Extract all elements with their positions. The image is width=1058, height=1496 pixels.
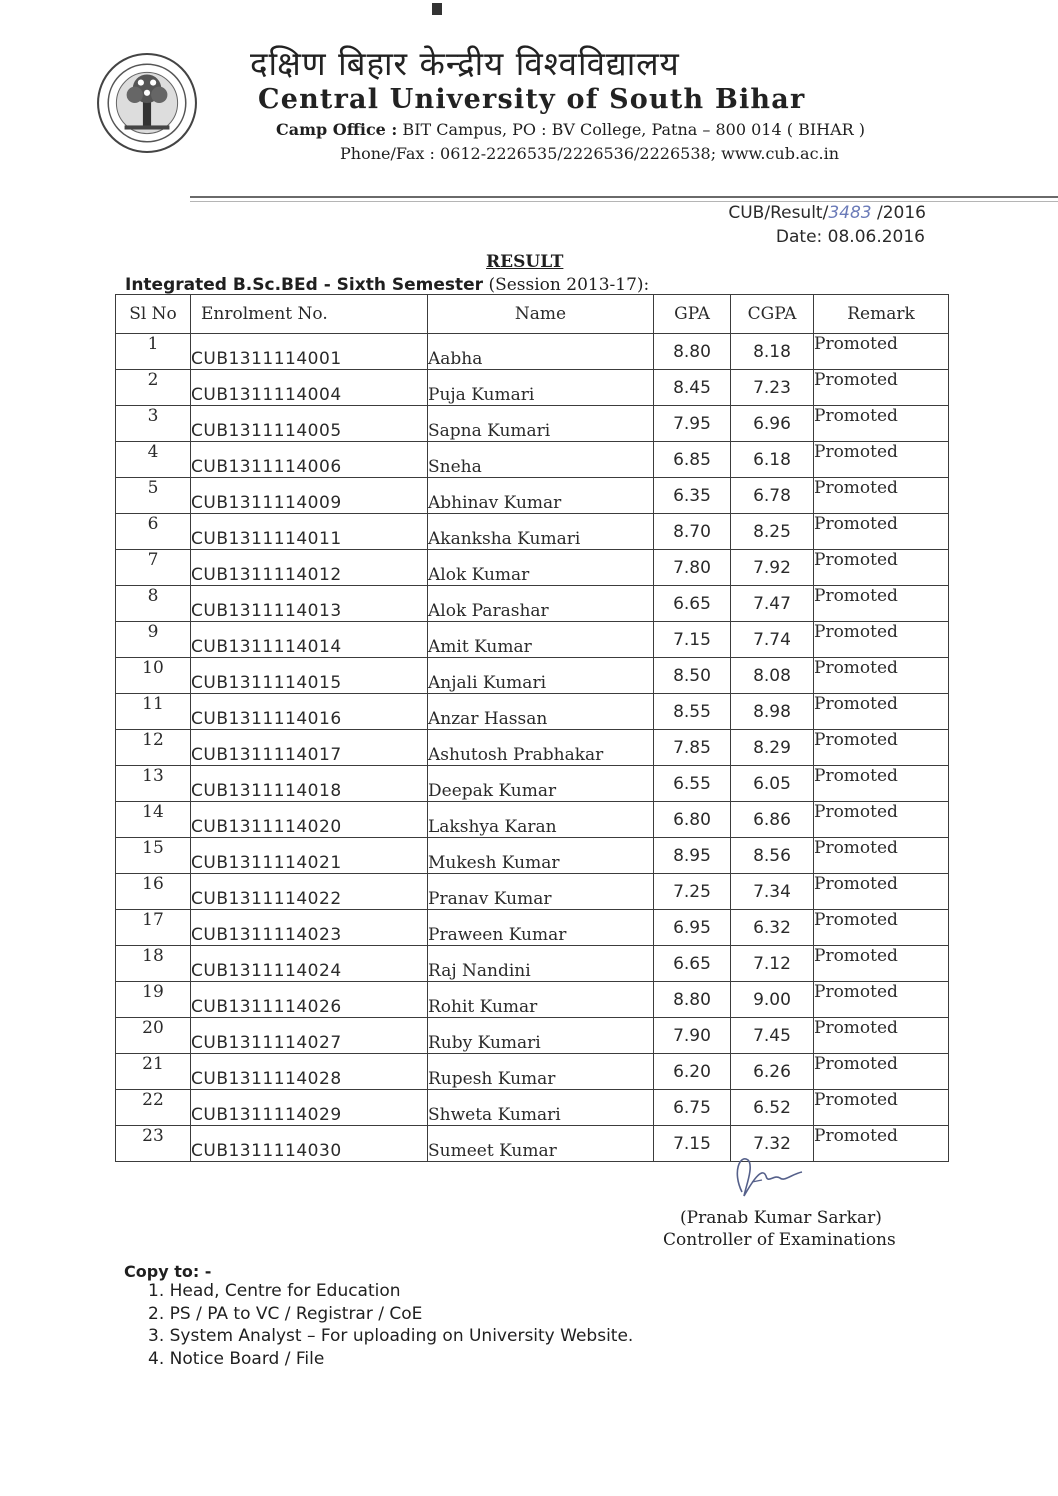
cell-sl: 2 bbox=[116, 370, 191, 406]
header-gpa: GPA bbox=[654, 295, 731, 334]
cell-sl: 16 bbox=[116, 874, 191, 910]
cell-enrolment: CUB1311114015 bbox=[191, 658, 428, 694]
cell-name: Sneha bbox=[428, 442, 654, 478]
signatory-name: (Pranab Kumar Sarkar) bbox=[680, 1208, 882, 1228]
cell-remark: Promoted bbox=[814, 406, 949, 442]
cell-enrolment: CUB1311114024 bbox=[191, 946, 428, 982]
table-row bbox=[116, 406, 949, 442]
cell-cgpa: 7.47 bbox=[731, 586, 814, 622]
cell-gpa: 8.95 bbox=[654, 838, 731, 874]
university-name-hindi: दक्षिण बिहार केन्द्रीय विश्वविद्यालय bbox=[250, 44, 680, 83]
cell-name: Sumeet Kumar bbox=[428, 1126, 654, 1162]
cell-sl: 7 bbox=[116, 550, 191, 586]
course-title bbox=[125, 275, 649, 295]
cell-name: Lakshya Karan bbox=[428, 802, 654, 838]
cell-cgpa: 9.00 bbox=[731, 982, 814, 1018]
cell-gpa: 8.70 bbox=[654, 514, 731, 550]
cell-enrolment: CUB1311114009 bbox=[191, 478, 428, 514]
cell-gpa: 6.75 bbox=[654, 1090, 731, 1126]
cell-cgpa: 8.25 bbox=[731, 514, 814, 550]
cell-name: Akanksha Kumari bbox=[428, 514, 654, 550]
table-row bbox=[116, 874, 949, 910]
cell-cgpa: 6.18 bbox=[731, 442, 814, 478]
cell-sl: 15 bbox=[116, 838, 191, 874]
cell-name: Anjali Kumari bbox=[428, 658, 654, 694]
cell-cgpa: 8.08 bbox=[731, 658, 814, 694]
document-date: Date: 08.06.2016 bbox=[775, 227, 925, 247]
cell-name: Anzar Hassan bbox=[428, 694, 654, 730]
cell-enrolment: CUB1311114011 bbox=[191, 514, 428, 550]
table-row bbox=[116, 694, 949, 730]
cell-remark: Promoted bbox=[814, 910, 949, 946]
cell-enrolment: CUB1311114014 bbox=[191, 622, 428, 658]
cell-remark: Promoted bbox=[814, 658, 949, 694]
cell-sl: 17 bbox=[116, 910, 191, 946]
contact-line: Phone/Fax : 0612-2226535/2226536/2226538; www.cub.ac.in bbox=[340, 144, 840, 163]
table-row bbox=[116, 550, 949, 586]
reference-number bbox=[728, 203, 926, 223]
cell-name: Abhinav Kumar bbox=[428, 478, 654, 514]
cell-remark: Promoted bbox=[814, 1018, 949, 1054]
cell-gpa: 8.80 bbox=[654, 982, 731, 1018]
university-name: Central University of South Bihar bbox=[258, 84, 806, 115]
cell-cgpa: 8.29 bbox=[731, 730, 814, 766]
cell-gpa: 8.80 bbox=[654, 334, 731, 370]
copy-to-item: 1. Head, Centre for Education bbox=[148, 1281, 401, 1301]
cell-cgpa: 7.34 bbox=[731, 874, 814, 910]
cell-gpa: 8.50 bbox=[654, 658, 731, 694]
cell-gpa: 6.55 bbox=[654, 766, 731, 802]
cell-sl: 9 bbox=[116, 622, 191, 658]
table-row bbox=[116, 442, 949, 478]
table-row bbox=[116, 838, 949, 874]
header-name: Name bbox=[428, 295, 654, 334]
cell-sl: 6 bbox=[116, 514, 191, 550]
cell-gpa: 7.85 bbox=[654, 730, 731, 766]
cell-remark: Promoted bbox=[814, 1126, 949, 1162]
camp-office-label: Camp Office : bbox=[276, 120, 398, 139]
cell-gpa: 6.65 bbox=[654, 586, 731, 622]
cell-cgpa: 7.23 bbox=[731, 370, 814, 406]
result-table bbox=[115, 294, 949, 1162]
cell-sl: 20 bbox=[116, 1018, 191, 1054]
cell-gpa: 7.95 bbox=[654, 406, 731, 442]
scan-mark bbox=[432, 3, 442, 15]
table-row bbox=[116, 370, 949, 406]
cell-name: Mukesh Kumar bbox=[428, 838, 654, 874]
cell-gpa: 7.80 bbox=[654, 550, 731, 586]
cell-enrolment: CUB1311114027 bbox=[191, 1018, 428, 1054]
cell-cgpa: 8.56 bbox=[731, 838, 814, 874]
cell-remark: Promoted bbox=[814, 946, 949, 982]
result-table-body bbox=[116, 334, 949, 1162]
course-session: (Session 2013-17): bbox=[483, 275, 650, 295]
table-row bbox=[116, 658, 949, 694]
cell-cgpa: 6.52 bbox=[731, 1090, 814, 1126]
cell-name: Rohit Kumar bbox=[428, 982, 654, 1018]
cell-cgpa: 6.86 bbox=[731, 802, 814, 838]
cell-remark: Promoted bbox=[814, 442, 949, 478]
cell-cgpa: 6.26 bbox=[731, 1054, 814, 1090]
cell-enrolment: CUB1311114012 bbox=[191, 550, 428, 586]
cell-cgpa: 7.32 bbox=[731, 1126, 814, 1162]
cell-remark: Promoted bbox=[814, 370, 949, 406]
cell-enrolment: CUB1311114004 bbox=[191, 370, 428, 406]
header-cgpa: CGPA bbox=[731, 295, 814, 334]
cell-sl: 10 bbox=[116, 658, 191, 694]
table-row bbox=[116, 766, 949, 802]
table-row bbox=[116, 730, 949, 766]
cell-name: Puja Kumari bbox=[428, 370, 654, 406]
result-heading: RESULT bbox=[486, 252, 564, 272]
table-row bbox=[116, 982, 949, 1018]
cell-name: Alok Parashar bbox=[428, 586, 654, 622]
cell-sl: 12 bbox=[116, 730, 191, 766]
cell-remark: Promoted bbox=[814, 334, 949, 370]
table-row bbox=[116, 514, 949, 550]
cell-gpa: 6.20 bbox=[654, 1054, 731, 1090]
cell-name: Raj Nandini bbox=[428, 946, 654, 982]
cell-remark: Promoted bbox=[814, 694, 949, 730]
cell-enrolment: CUB1311114016 bbox=[191, 694, 428, 730]
cell-cgpa: 6.05 bbox=[731, 766, 814, 802]
table-row bbox=[116, 802, 949, 838]
cell-sl: 19 bbox=[116, 982, 191, 1018]
camp-office-text: BIT Campus, PO : BV College, Patna – 800 014 ( BIHAR ) bbox=[397, 120, 866, 139]
cell-remark: Promoted bbox=[814, 874, 949, 910]
cell-remark: Promoted bbox=[814, 550, 949, 586]
cell-enrolment: CUB1311114023 bbox=[191, 910, 428, 946]
cell-cgpa: 8.18 bbox=[731, 334, 814, 370]
cell-cgpa: 6.78 bbox=[731, 478, 814, 514]
header-divider-thin bbox=[190, 201, 1058, 202]
cell-remark: Promoted bbox=[814, 478, 949, 514]
cell-gpa: 8.45 bbox=[654, 370, 731, 406]
cell-enrolment: CUB1311114013 bbox=[191, 586, 428, 622]
cell-remark: Promoted bbox=[814, 730, 949, 766]
table-row bbox=[116, 1126, 949, 1162]
cell-remark: Promoted bbox=[814, 766, 949, 802]
table-row bbox=[116, 622, 949, 658]
cell-remark: Promoted bbox=[814, 586, 949, 622]
copy-to-heading: Copy to: - bbox=[124, 1262, 212, 1281]
header-enrolment: Enrolment No. bbox=[191, 295, 428, 334]
cell-gpa: 7.15 bbox=[654, 1126, 731, 1162]
cell-sl: 14 bbox=[116, 802, 191, 838]
cell-name: Deepak Kumar bbox=[428, 766, 654, 802]
cell-name: Ashutosh Prabhakar bbox=[428, 730, 654, 766]
table-row bbox=[116, 946, 949, 982]
table-row bbox=[116, 478, 949, 514]
cell-sl: 4 bbox=[116, 442, 191, 478]
cell-name: Ruby Kumari bbox=[428, 1018, 654, 1054]
table-row bbox=[116, 334, 949, 370]
cell-cgpa: 7.45 bbox=[731, 1018, 814, 1054]
cell-sl: 13 bbox=[116, 766, 191, 802]
table-row bbox=[116, 910, 949, 946]
cell-gpa: 6.95 bbox=[654, 910, 731, 946]
cell-remark: Promoted bbox=[814, 1090, 949, 1126]
cell-sl: 3 bbox=[116, 406, 191, 442]
cell-sl: 21 bbox=[116, 1054, 191, 1090]
cell-name: Sapna Kumari bbox=[428, 406, 654, 442]
cell-gpa: 6.35 bbox=[654, 478, 731, 514]
cell-enrolment: CUB1311114020 bbox=[191, 802, 428, 838]
cell-name: Shweta Kumari bbox=[428, 1090, 654, 1126]
cell-cgpa: 7.92 bbox=[731, 550, 814, 586]
reference-prefix: CUB/Result/ bbox=[728, 203, 829, 223]
cell-name: Amit Kumar bbox=[428, 622, 654, 658]
cell-sl: 5 bbox=[116, 478, 191, 514]
cell-enrolment: CUB1311114021 bbox=[191, 838, 428, 874]
cell-enrolment: CUB1311114022 bbox=[191, 874, 428, 910]
course-name: Integrated B.Sc.BEd - Sixth Semester bbox=[125, 275, 484, 295]
table-row bbox=[116, 1018, 949, 1054]
cell-name: Pranav Kumar bbox=[428, 874, 654, 910]
cell-name: Alok Kumar bbox=[428, 550, 654, 586]
cell-remark: Promoted bbox=[814, 1054, 949, 1090]
copy-to-list bbox=[148, 1281, 633, 1371]
cell-enrolment: CUB1311114026 bbox=[191, 982, 428, 1018]
cell-sl: 1 bbox=[116, 334, 191, 370]
cell-enrolment: CUB1311114029 bbox=[191, 1090, 428, 1126]
cell-gpa: 6.65 bbox=[654, 946, 731, 982]
cell-gpa: 7.90 bbox=[654, 1018, 731, 1054]
header-divider bbox=[190, 196, 1058, 198]
table-row bbox=[116, 586, 949, 622]
cell-remark: Promoted bbox=[814, 982, 949, 1018]
copy-to-item: 2. PS / PA to VC / Registrar / CoE bbox=[148, 1303, 423, 1324]
cell-sl: 23 bbox=[116, 1126, 191, 1162]
table-row bbox=[116, 1054, 949, 1090]
cell-gpa: 6.85 bbox=[654, 442, 731, 478]
cell-remark: Promoted bbox=[814, 838, 949, 874]
cell-enrolment: CUB1311114018 bbox=[191, 766, 428, 802]
cell-sl: 18 bbox=[116, 946, 191, 982]
cell-enrolment: CUB1311114001 bbox=[191, 334, 428, 370]
cell-remark: Promoted bbox=[814, 514, 949, 550]
cell-cgpa: 7.12 bbox=[731, 946, 814, 982]
cell-gpa: 8.55 bbox=[654, 694, 731, 730]
table-row bbox=[116, 1090, 949, 1126]
reference-handwritten-number: 3483 bbox=[828, 203, 872, 223]
cell-name: Praween Kumar bbox=[428, 910, 654, 946]
controller-signature bbox=[722, 1152, 812, 1202]
reference-suffix: /2016 bbox=[871, 203, 926, 223]
cell-enrolment: CUB1311114006 bbox=[191, 442, 428, 478]
cell-gpa: 7.15 bbox=[654, 622, 731, 658]
copy-to-item: 4. Notice Board / File bbox=[148, 1348, 325, 1369]
header-remark: Remark bbox=[814, 295, 949, 334]
cell-remark: Promoted bbox=[814, 622, 949, 658]
cell-enrolment: CUB1311114005 bbox=[191, 406, 428, 442]
cell-sl: 11 bbox=[116, 694, 191, 730]
copy-to-item: 3. System Analyst – For uploading on University Website. bbox=[148, 1326, 634, 1346]
cell-sl: 22 bbox=[116, 1090, 191, 1126]
cell-cgpa: 8.98 bbox=[731, 694, 814, 730]
university-seal-logo bbox=[96, 52, 198, 154]
cell-enrolment: CUB1311114030 bbox=[191, 1126, 428, 1162]
cell-name: Rupesh Kumar bbox=[428, 1054, 654, 1090]
header-sl-no: Sl No bbox=[116, 295, 191, 334]
camp-office-address bbox=[276, 120, 865, 139]
cell-enrolment: CUB1311114028 bbox=[191, 1054, 428, 1090]
cell-cgpa: 6.96 bbox=[731, 406, 814, 442]
table-header-row bbox=[116, 295, 949, 334]
cell-gpa: 7.25 bbox=[654, 874, 731, 910]
cell-enrolment: CUB1311114017 bbox=[191, 730, 428, 766]
cell-remark: Promoted bbox=[814, 802, 949, 838]
cell-cgpa: 6.32 bbox=[731, 910, 814, 946]
cell-cgpa: 7.74 bbox=[731, 622, 814, 658]
cell-gpa: 6.80 bbox=[654, 802, 731, 838]
signatory-title: Controller of Examinations bbox=[663, 1230, 896, 1250]
cell-name: Aabha bbox=[428, 334, 654, 370]
cell-sl: 8 bbox=[116, 586, 191, 622]
